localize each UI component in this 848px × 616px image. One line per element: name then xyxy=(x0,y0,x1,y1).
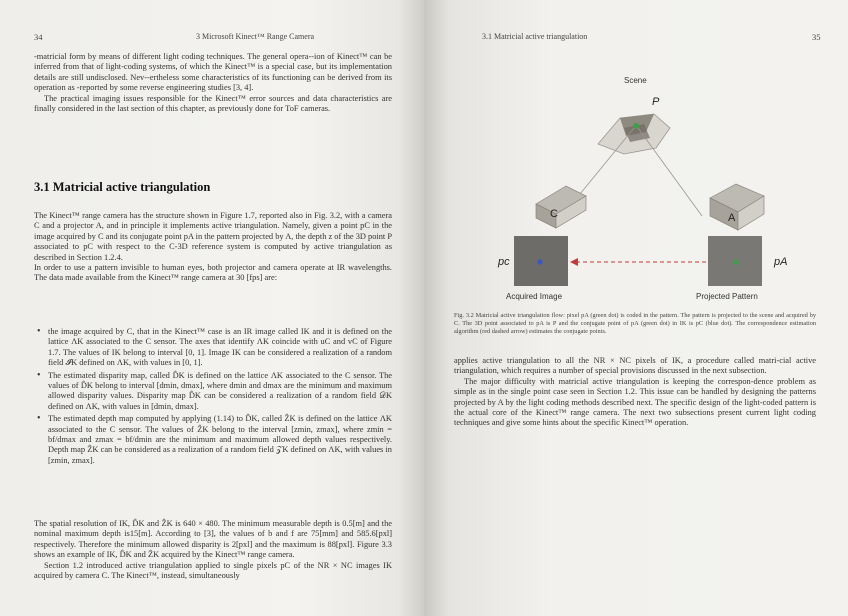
projector-ray xyxy=(638,128,702,216)
pc-label: pc xyxy=(498,256,510,268)
projector-a-label: A xyxy=(728,212,736,224)
running-head-left: 3 Microsoft Kinect™ Range Camera xyxy=(196,32,315,41)
right-paragraph-1: applies active triangulation to all the NR × NC pixels of IK, a procedure called matri-cial active triangulation, which requires a number of special provisions discussed in the next subsection. xyxy=(454,356,816,376)
correspondence-arrowhead xyxy=(570,258,578,266)
section-paragraph-2: In order to use a pattern invisible to human eyes, both projector and camera operate at IR wavelengths. The data made available from the Kinect™ range camera at 30 [fps] are: xyxy=(34,263,392,283)
triangulation-figure xyxy=(474,66,814,306)
intro-paragraph xyxy=(34,52,392,114)
right-paragraph-2: The major difficulty with matricial active triangulation is keeping the correspon-dence problem as simple as in the single point case seen in Section 1.2. This issue can be handled by designing the patterns projected by A by the light coding methods described next. The specific design of the light-coded pattern is the actual core of the Kinect™ range camera. The next two subsections present current light coding techniques and give some hints about the specific Kinect™ operation. xyxy=(454,376,816,428)
section-body xyxy=(34,211,392,284)
running-head-right: 3.1 Matricial active triangulation xyxy=(482,32,588,41)
page-number-right: 35 xyxy=(812,32,821,42)
list-item: • The estimated disparity map, called D̂K is defined on the lattice ΛK associated to the C sensor. The values of D̂K belong to interval [dmin, dmax], where dmin and dmax are the minimum and maximum allowed disparity values. Disparity map D̂K can be considered a realization of a random field 𝒟K defined on ΛK, with values in [dmin, dmax]. xyxy=(48,371,392,413)
pa-label: pA xyxy=(774,256,788,268)
closing-paragraph-1: The spatial resolution of IK, D̂K and ẐK is 640 × 480. The minimum measurable depth is 0.5[m] and the nominal maximum depth is15[m]. According to [3], the values of b and f are 75[mm] and 585.6[pxl] respectively. Therefore the minimum allowed disparity is 2[pxl] and the maximum is 88[pxl]. Figure 3.3 shows an example of IK, D̂K and ẐK acquired by the Kinect™ range camera. xyxy=(34,519,392,560)
section-paragraph-1: The Kinect™ range camera has the structure shown in Figure 1.7, reported also in Fig. 3.2, with a camera C and a projector A, and in principle it implements active triangulation. Namely, given a point pC in the image acquired by C and its conjugate point pA in the pattern projected by A, the depth z of the 3D point P associated to pC with respect to the C-3D reference system is computed by active triangulation as described in Section 1.2.4. xyxy=(34,211,392,262)
camera-c-label: C xyxy=(550,208,558,220)
intro-text-2: The practical imaging issues responsible for the Kinect™ error sources and data characteristics are finally considered in the last section of this chapter, as previously done for ToF cameras. xyxy=(34,93,392,114)
list-item: • the image acquired by C, that in the Kinect™ case is an IR image called IK and it is defined on the lattice ΛK associated to the C sensor. The axes that identify ΛK coincide with uC and vC of Figure 1.7. The values of IK belong to interval [0, 1]. Image IK can be considered a realization of a random field 𝓘K defined on ΛK, with values in [0, 1]. xyxy=(48,327,392,369)
section-heading: 3.1 Matricial active triangulation xyxy=(34,180,211,194)
closing-text xyxy=(34,519,392,581)
scene-label: Scene xyxy=(624,76,647,85)
projected-pattern-label: Projected Pattern xyxy=(696,292,758,301)
figure-caption: Fig. 3.2 Matricial active triangulation flow: pixel pA (green dot) is coded in the pattern. The pattern is projected to the scene and acquired by C. The 3D point associated to pA is P and the conjugate point of pA (green dot) in IK is pC (blue dot). The correspondence estimation algorithm (red dashed arrow) estimates the conjugate points. xyxy=(454,312,816,335)
data-list xyxy=(34,327,392,468)
list-item: • The estimated depth map computed by applying (1.14) to D̂K, called ẐK is defined on the lattice ΛK associated to the C sensor. The values of ẐK belong to the interval [zmin, zmax], where zmin = bf/dmax and zmax = bf/dmin are the minimum and maximum allowed depth values respectively. Depth map ẐK can be considered as a realization of a random field 𝒵K defined on ΛK, with values in [zmin, zmax]. xyxy=(48,414,392,466)
closing-paragraph-2: Section 1.2 introduced active triangulation applied to single pixels pC of the NR × NC images IK acquired by camera C. The Kinect™, instead, simultaneously xyxy=(34,560,392,581)
page-number-left: 34 xyxy=(34,32,43,42)
right-page xyxy=(424,0,848,616)
right-body xyxy=(454,356,816,429)
pixel-pa-dot xyxy=(733,259,738,264)
scene-object xyxy=(598,114,670,154)
projector-a xyxy=(710,184,764,230)
acquired-image-label: Acquired Image xyxy=(506,292,563,301)
camera-c xyxy=(536,186,586,228)
pixel-pc-dot xyxy=(537,259,542,264)
intro-text: -matricial form by means of different light coding techniques. The general opera--ion of Kinect™ can be inferred from that of light-coding systems, of which the Kinect™ is a special case, but its implementation details are still undisclosed. Nev--ertheless some characteristics of its functioning can be derived from its operation as -reported by some reverse engineering studies [3, 4]. xyxy=(34,52,392,93)
point-p-label: P xyxy=(652,96,660,108)
